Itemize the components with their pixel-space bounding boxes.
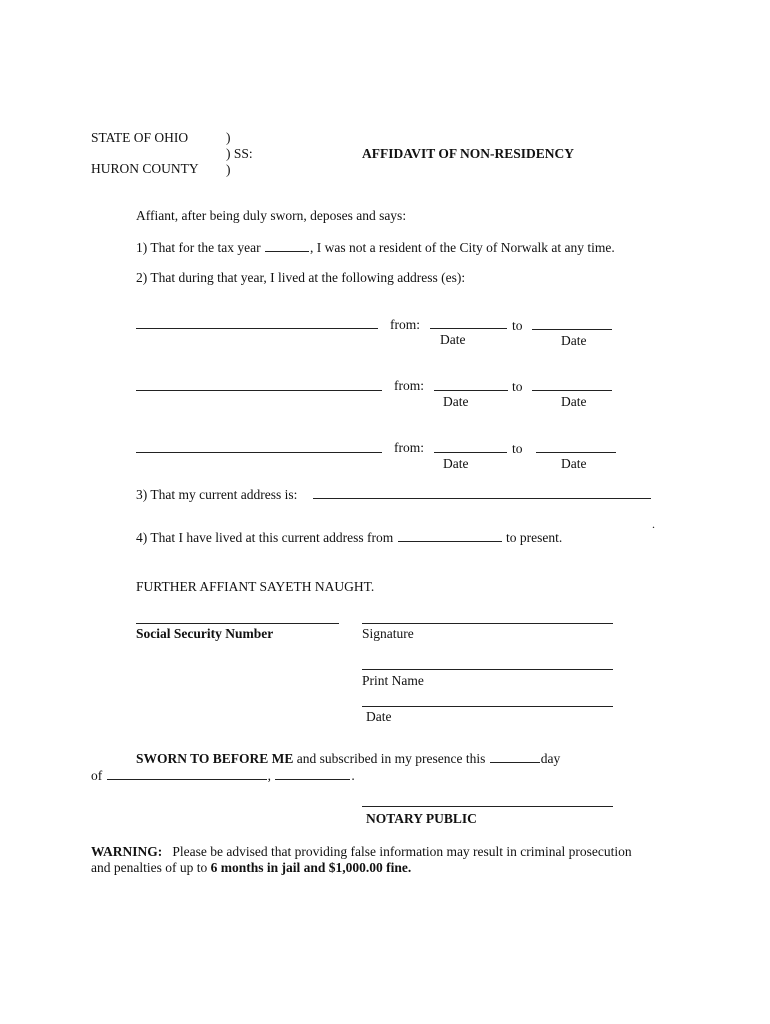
address-field-3[interactable] xyxy=(136,452,382,453)
sworn-of: of xyxy=(91,768,103,783)
signature-label: Signature xyxy=(362,626,414,641)
notary-label: NOTARY PUBLIC xyxy=(366,811,477,826)
print-name-field[interactable] xyxy=(362,669,613,670)
stray-dot: . xyxy=(652,517,655,531)
from-date-field-1[interactable] xyxy=(430,328,507,329)
date-field[interactable] xyxy=(362,706,613,707)
bracket-bottom: ) xyxy=(226,162,231,177)
to-label-1: to xyxy=(512,318,523,333)
from-label-2: from: xyxy=(394,378,424,393)
county-label: HURON COUNTY xyxy=(91,161,199,176)
date-label: Date xyxy=(366,709,392,724)
ssn-label: Social Security Number xyxy=(136,626,274,641)
from-date-field-3[interactable] xyxy=(434,452,507,453)
item-1-prefix: 1) That for the tax year xyxy=(136,240,261,255)
address-field-2[interactable] xyxy=(136,390,382,391)
state-label: STATE OF OHIO xyxy=(91,130,189,145)
to-label-2: to xyxy=(512,379,523,394)
sworn-of-line xyxy=(91,768,355,783)
warning-line-1 xyxy=(91,845,632,859)
sworn-year-field[interactable] xyxy=(275,768,350,780)
bracket-top: ) xyxy=(226,130,231,145)
intro-text: Affiant, after being duly sworn, deposes and says: xyxy=(136,208,407,223)
item-3: 3) That my current address is: xyxy=(136,487,298,502)
sworn-month-field[interactable] xyxy=(107,768,267,780)
tax-year-field[interactable] xyxy=(265,240,309,252)
date-caption-3a: Date xyxy=(443,456,469,471)
warning-label: WARNING: xyxy=(91,844,163,859)
sworn-period: . xyxy=(351,768,355,783)
item-4 xyxy=(136,530,562,545)
current-address-field[interactable] xyxy=(313,498,651,499)
sworn-lead: SWORN TO BEFORE ME xyxy=(136,751,294,766)
ssn-field[interactable] xyxy=(136,623,339,624)
date-caption-3b: Date xyxy=(561,456,587,471)
document-title: AFFIDAVIT OF NON-RESIDENCY xyxy=(362,146,575,161)
notary-signature-field[interactable] xyxy=(362,806,613,807)
item-4-suffix: to present. xyxy=(506,530,563,545)
sworn-comma: , xyxy=(267,768,271,783)
item-1-suffix: , I was not a resident of the City of Norwalk at any time. xyxy=(309,240,615,255)
warning-line-2 xyxy=(91,861,411,875)
date-caption-1b: Date xyxy=(561,333,587,348)
ss-label: ) SS: xyxy=(226,146,253,161)
item-1 xyxy=(136,240,615,255)
sworn-day-field[interactable] xyxy=(490,751,540,763)
item-2: 2) That during that year, I lived at the following address (es): xyxy=(136,270,466,285)
from-label-3: from: xyxy=(394,440,424,455)
to-date-field-3[interactable] xyxy=(536,452,616,453)
from-label-1: from: xyxy=(390,317,420,332)
warning-penalty: 6 months in jail and $1,000.00 fine. xyxy=(210,860,412,875)
further-affiant-text: FURTHER AFFIANT SAYETH NAUGHT. xyxy=(136,579,375,594)
address-field-1[interactable] xyxy=(136,328,378,329)
item-4-prefix: 4) That I have lived at this current address from xyxy=(136,530,394,545)
to-label-3: to xyxy=(512,441,523,456)
date-caption-2b: Date xyxy=(561,394,587,409)
sworn-day: day xyxy=(540,751,561,766)
date-caption-2a: Date xyxy=(443,394,469,409)
date-caption-1a: Date xyxy=(440,332,466,347)
sworn-line xyxy=(136,751,560,766)
to-date-field-2[interactable] xyxy=(532,390,612,391)
lived-since-field[interactable] xyxy=(398,530,502,542)
warning-text-1: Please be advised that providing false information may result in criminal prosecution xyxy=(172,844,632,859)
warning-text-2: and penalties of up to xyxy=(91,860,208,875)
print-name-label: Print Name xyxy=(362,673,424,688)
from-date-field-2[interactable] xyxy=(434,390,508,391)
sworn-rest: and subscribed in my presence this xyxy=(296,751,486,766)
signature-field[interactable] xyxy=(362,623,613,624)
to-date-field-1[interactable] xyxy=(532,329,612,330)
